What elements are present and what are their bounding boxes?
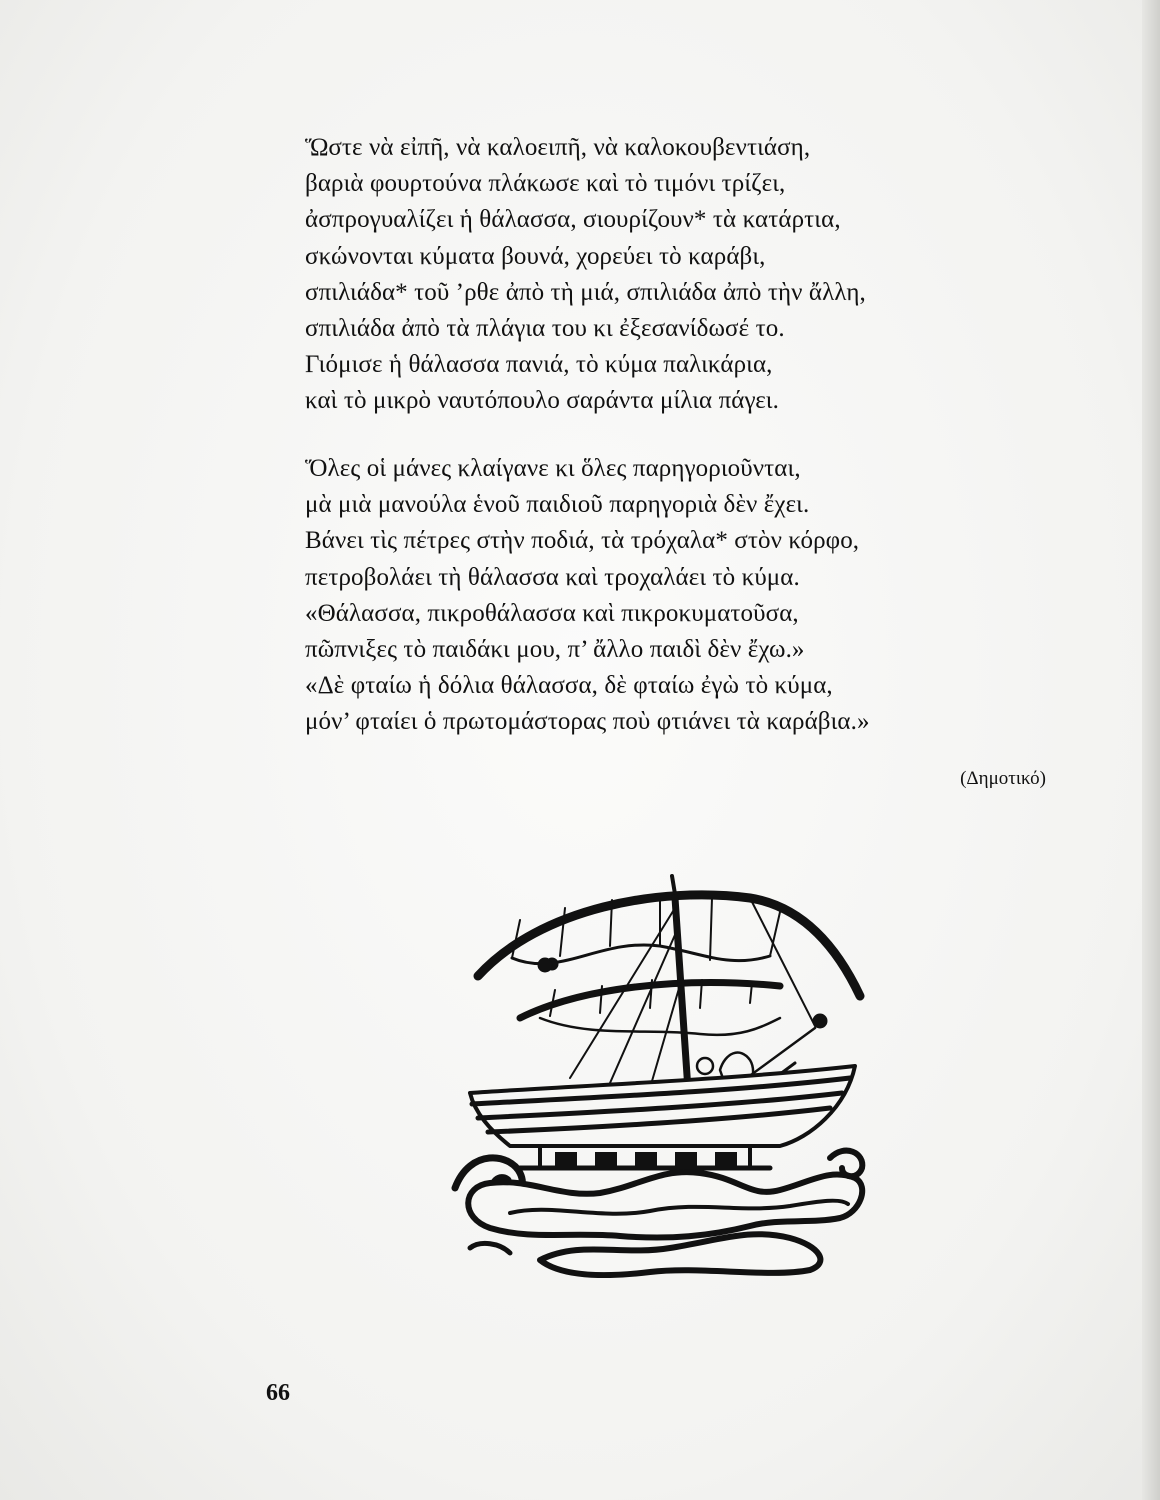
poem-source: (Δημοτικό) xyxy=(960,768,1046,789)
poem-line: Ὅλες οἱ μάνες κλαίγανε κι ὅλες παρηγοριοῦνται, xyxy=(305,455,801,482)
poem-line: σκώνονται κύματα βουνά, χορεύει τὸ καράβι, xyxy=(305,242,766,270)
page-edge-shadow xyxy=(1142,0,1160,1500)
poem-line: σπιλιάδα* τοῦ ’ρθε ἀπὸ τὴ μιά, σπιλιάδα ἀπὸ τὴν ἄλλη, xyxy=(305,278,866,306)
page-number: 66 xyxy=(266,1380,290,1406)
poem-line: σπιλιάδα ἀπὸ τὰ πλάγια του κι ἐξεσανίδωσέ το. xyxy=(305,314,785,342)
poem-line: «Θάλασσα, πικροθάλασσα καὶ πικροκυματοῦσα, xyxy=(305,599,799,627)
sailing-ship-on-waves-icon xyxy=(450,868,870,1278)
poem-stanza-1 xyxy=(305,130,1065,420)
poem-line: πετροβολάει τὴ θάλασσα καὶ τροχαλάει τὸ κύμα. xyxy=(305,563,800,591)
poem-line: Γιόμισε ἡ θάλασσα πανιά, τὸ κύμα παλικάρια, xyxy=(305,351,773,379)
poem-line: Ὥστε νὰ εἰπῆ, νὰ καλοειπῆ, νὰ καλοκουβεντιάση, xyxy=(305,134,811,161)
poem-line: Βάνει τὶς πέτρες στὴν ποδιά, τὰ τρόχαλα* στὸν κόρφο, xyxy=(305,527,860,555)
poem-line: μόν’ φταίει ὁ πρωτομάστορας ποὺ φτιάνει τὰ καράβια.» xyxy=(305,708,870,736)
poem-line: ἀσπρογυαλίζει ἡ θάλασσα, σιουρίζουν* τὰ κατάρτια, xyxy=(305,206,841,234)
poem-line: μὰ μιὰ μανούλα ἑνοῦ παιδιοῦ παρηγοριὰ δὲν ἔχει. xyxy=(305,491,810,519)
poem-stanza-2 xyxy=(305,451,1065,741)
poem-line: βαριὰ φουρτούνα πλάκωσε καὶ τὸ τιμόνι τρίζει, xyxy=(305,170,786,198)
poem-line: «Δὲ φταίω ἡ δόλια θάλασσα, δὲ φταίω ἐγὼ τὸ κύμα, xyxy=(305,672,833,700)
poem-line: πῶπνιξες τὸ παιδάκι μου, π’ ἄλλο παιδὶ δὲν ἔχω.» xyxy=(305,635,805,663)
poem-line: καὶ τὸ μικρὸ ναυτόπουλο σαράντα μίλια πάγει. xyxy=(305,387,779,415)
